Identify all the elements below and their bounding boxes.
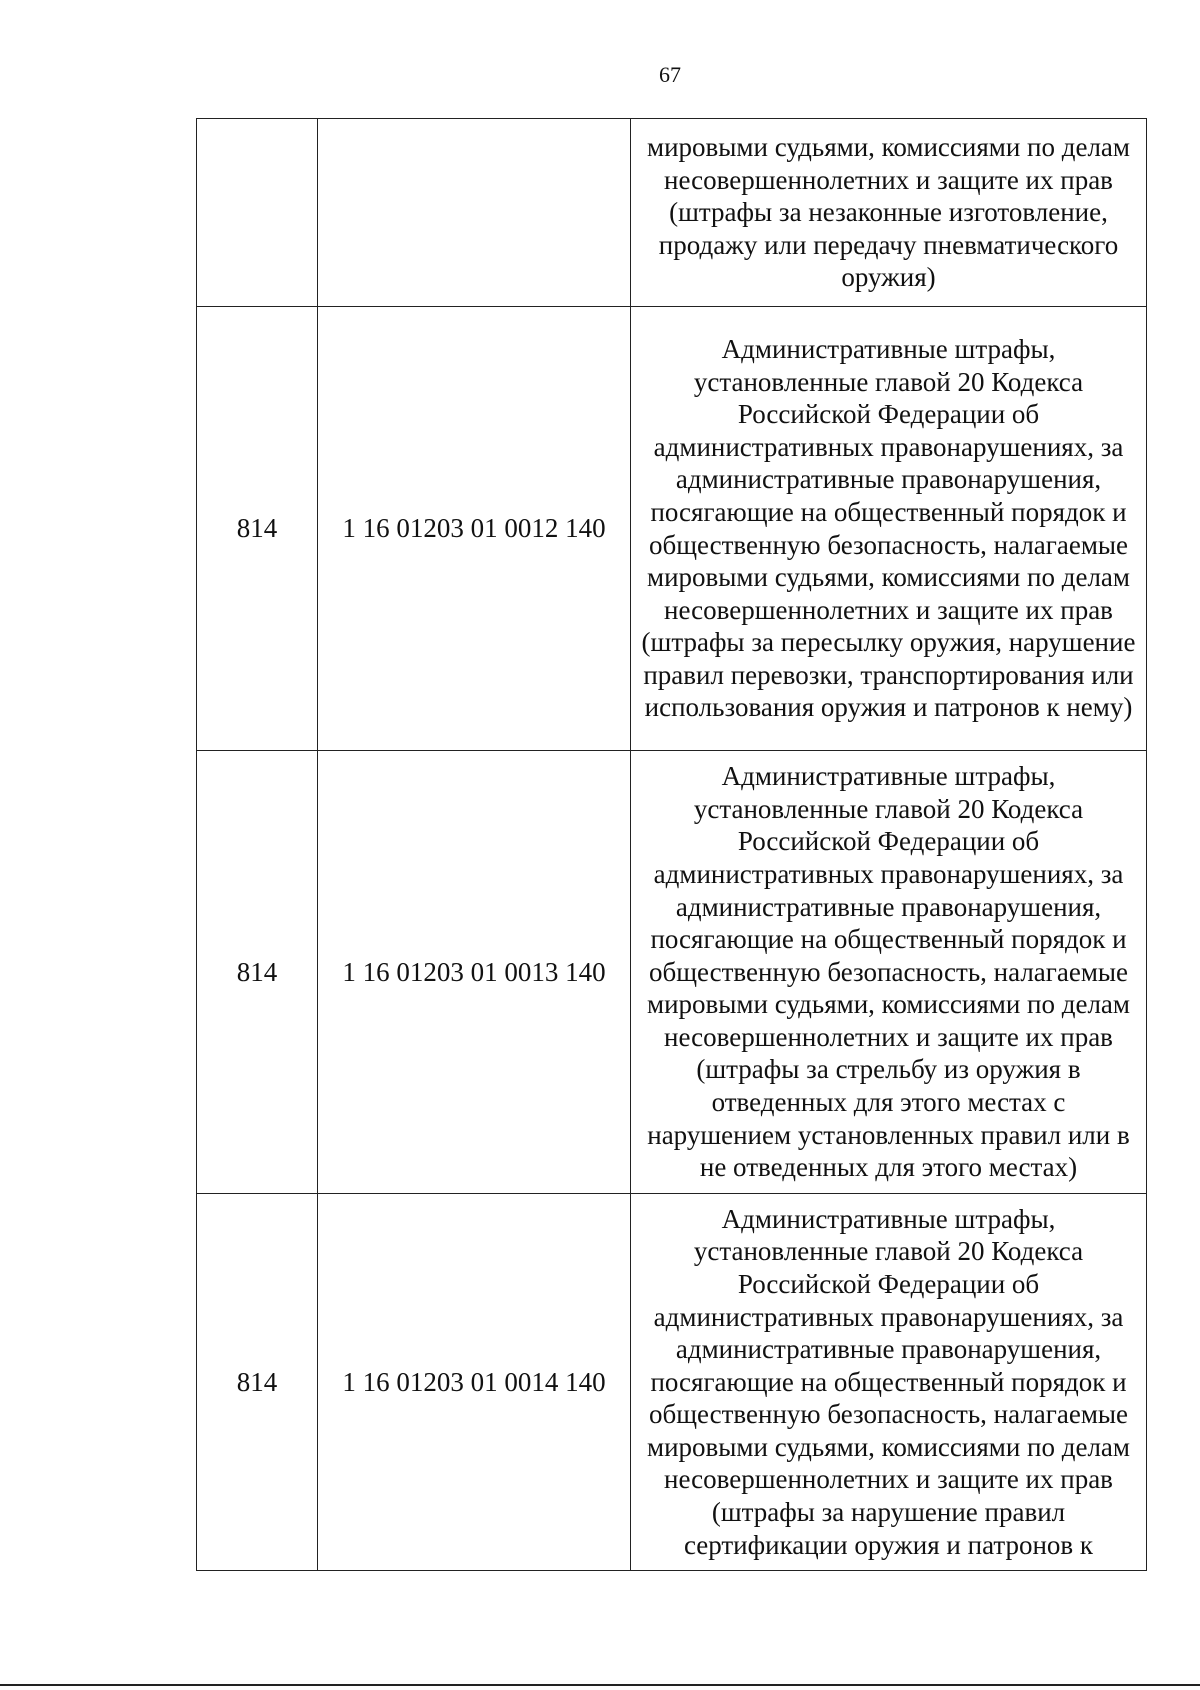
revenue-code-cell: 1 16 01203 01 0014 140 [318,1194,631,1571]
admin-code-cell [197,119,318,307]
revenue-code-cell [318,119,631,307]
revenue-code-cell: 1 16 01203 01 0012 140 [318,307,631,751]
page-bottom-rule [0,1684,1200,1686]
revenue-code-cell: 1 16 01203 01 0013 140 [318,751,631,1194]
table-row [197,119,1147,307]
description-cell: Административные штрафы, установленные главой 20 Кодекса Российской Федерации об административных правонарушениях, за административные правонарушения, посягающие на общественный порядок и общественную безопасность, налагаемые мировыми судьями, комиссиями по делам несовершеннолетних и защите их прав (штрафы за нарушение правил сертификации оружия и патронов к [631,1194,1147,1571]
table-row [197,307,1147,751]
description-cell: Административные штрафы, установленные главой 20 Кодекса Российской Федерации об административных правонарушениях, за административные правонарушения, посягающие на общественный порядок и общественную безопасность, налагаемые мировыми судьями, комиссиями по делам несовершеннолетних и защите их прав (штрафы за пересылку оружия, нарушение правил перевозки, транспортирования или использования оружия и патронов к нему) [631,307,1147,751]
description-cell: мировыми судьями, комиссиями по делам несовершеннолетних и защите их прав (штрафы за незаконные изготовление, продажу или передачу пневматического оружия) [631,119,1147,307]
revenue-codes-table [196,118,1147,1571]
admin-code-cell: 814 [197,1194,318,1571]
admin-code-cell: 814 [197,307,318,751]
table-row [197,1194,1147,1571]
description-cell: Административные штрафы, установленные главой 20 Кодекса Российской Федерации об административных правонарушениях, за административные правонарушения, посягающие на общественный порядок и общественную безопасность, налагаемые мировыми судьями, комиссиями по делам несовершеннолетних и защите их прав (штрафы за стрельбу из оружия в отведенных для этого местах с нарушением установленных правил или в не отведенных для этого местах) [631,751,1147,1194]
table-row [197,751,1147,1194]
page-number: 67 [659,62,681,87]
admin-code-cell: 814 [197,751,318,1194]
